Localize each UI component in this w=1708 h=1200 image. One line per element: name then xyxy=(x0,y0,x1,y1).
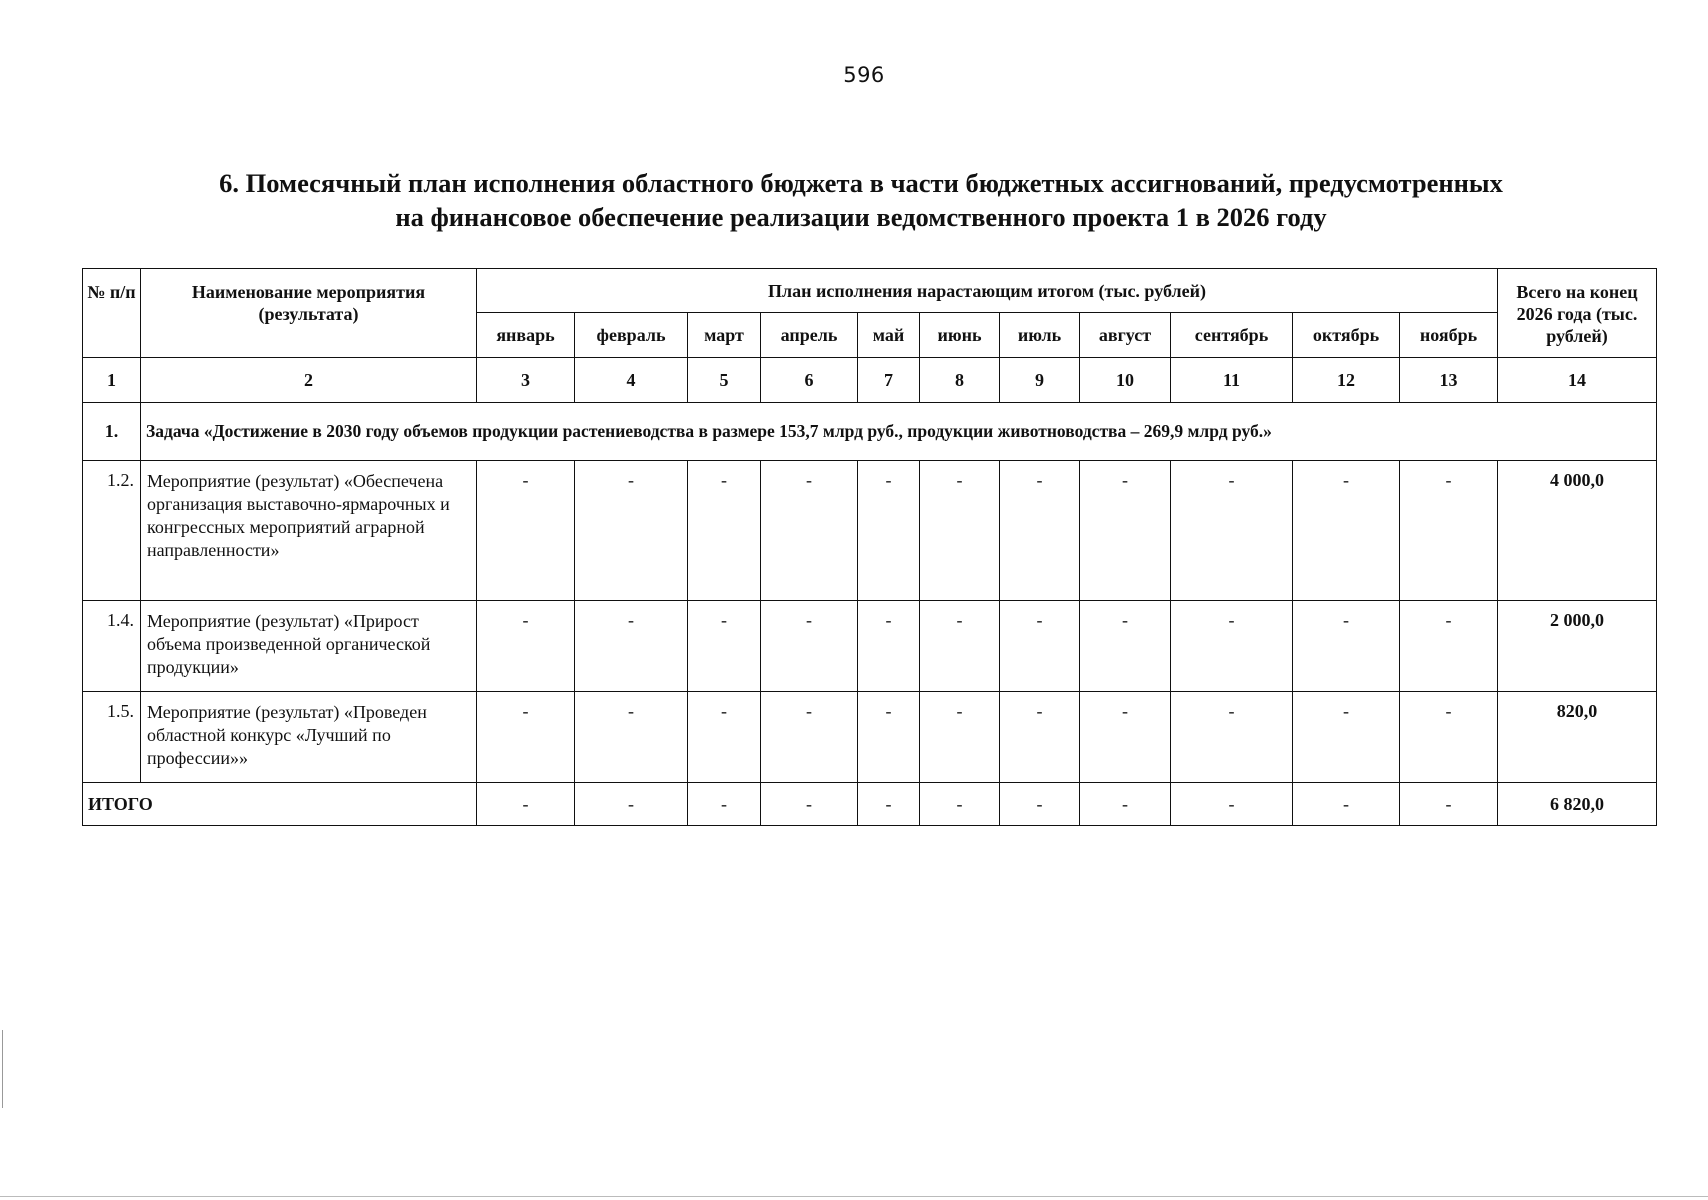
month-header: январь xyxy=(477,313,575,358)
month-value: - xyxy=(575,461,688,601)
column-number: 2 xyxy=(141,358,477,403)
column-number: 4 xyxy=(575,358,688,403)
month-value: - xyxy=(688,692,761,783)
itogo-month-value: - xyxy=(1080,783,1171,826)
month-value: - xyxy=(688,461,761,601)
month-value: - xyxy=(1080,692,1171,783)
month-value: - xyxy=(688,601,761,692)
itogo-month-value: - xyxy=(1293,783,1400,826)
month-value: - xyxy=(1400,692,1498,783)
month-value: - xyxy=(1400,461,1498,601)
month-value: - xyxy=(920,461,1000,601)
column-number: 12 xyxy=(1293,358,1400,403)
column-number: 10 xyxy=(1080,358,1171,403)
month-header: июнь xyxy=(920,313,1000,358)
row-name: Мероприятие (результат) «Обеспечена организация выставочно-ярмарочных и конгрессных мероприятий аграрной направленности» xyxy=(141,461,477,601)
column-number: 7 xyxy=(858,358,920,403)
itogo-row xyxy=(83,783,1657,826)
title-line-2: на финансовое обеспечение реализации ведомственного проекта 1 в 2026 году xyxy=(395,202,1327,232)
scan-edge-mark xyxy=(2,1030,3,1108)
itogo-month-value: - xyxy=(858,783,920,826)
month-value: - xyxy=(1293,692,1400,783)
month-value: - xyxy=(1171,692,1293,783)
task-number: 1. xyxy=(83,403,141,461)
row-name: Мероприятие (результат) «Прирост объема произведенной органической продукции» xyxy=(141,601,477,692)
task-row xyxy=(83,403,1657,461)
column-number: 3 xyxy=(477,358,575,403)
month-value: - xyxy=(1000,461,1080,601)
header-plan: План исполнения нарастающим итогом (тыс. рублей) xyxy=(477,269,1498,313)
month-header: май xyxy=(858,313,920,358)
row-number: 1.2. xyxy=(83,461,141,601)
month-value: - xyxy=(575,692,688,783)
itogo-total: 6 820,0 xyxy=(1498,783,1657,826)
month-value: - xyxy=(477,461,575,601)
month-value: - xyxy=(1080,461,1171,601)
month-value: - xyxy=(1000,601,1080,692)
month-value: - xyxy=(920,692,1000,783)
month-value: - xyxy=(1171,461,1293,601)
month-value: - xyxy=(858,461,920,601)
month-header: сентябрь xyxy=(1171,313,1293,358)
month-value: - xyxy=(477,601,575,692)
month-header: ноябрь xyxy=(1400,313,1498,358)
row-total: 2 000,0 xyxy=(1498,601,1657,692)
itogo-month-value: - xyxy=(1000,783,1080,826)
month-header: август xyxy=(1080,313,1171,358)
column-number: 13 xyxy=(1400,358,1498,403)
month-value: - xyxy=(1000,692,1080,783)
month-value: - xyxy=(1080,601,1171,692)
month-header: февраль xyxy=(575,313,688,358)
row-total: 4 000,0 xyxy=(1498,461,1657,601)
column-number: 11 xyxy=(1171,358,1293,403)
itogo-month-value: - xyxy=(761,783,858,826)
header-name: Наименование мероприятия (результата) xyxy=(141,269,477,358)
table-row xyxy=(83,692,1657,783)
row-number: 1.4. xyxy=(83,601,141,692)
month-value: - xyxy=(761,601,858,692)
month-header: октябрь xyxy=(1293,313,1400,358)
itogo-month-value: - xyxy=(920,783,1000,826)
scan-bottom-edge xyxy=(0,1196,1708,1197)
table-row xyxy=(83,601,1657,692)
header-num: № п/п xyxy=(83,269,141,358)
month-value: - xyxy=(477,692,575,783)
month-value: - xyxy=(858,692,920,783)
month-header: апрель xyxy=(761,313,858,358)
page-title xyxy=(0,166,1708,234)
column-number: 6 xyxy=(761,358,858,403)
month-value: - xyxy=(1171,601,1293,692)
row-number: 1.5. xyxy=(83,692,141,783)
month-header: июль xyxy=(1000,313,1080,358)
month-header: март xyxy=(688,313,761,358)
page-number: 596 xyxy=(843,63,885,87)
column-number: 1 xyxy=(83,358,141,403)
itogo-label: ИТОГО xyxy=(83,783,477,826)
itogo-month-value: - xyxy=(477,783,575,826)
row-name: Мероприятие (результат) «Проведен областной конкурс «Лучший по профессии»» xyxy=(141,692,477,783)
itogo-month-value: - xyxy=(1171,783,1293,826)
column-number: 5 xyxy=(688,358,761,403)
row-total: 820,0 xyxy=(1498,692,1657,783)
task-text: Задача «Достижение в 2030 году объемов продукции растениеводства в размере 153,7 млрд руб., продукции животноводства – 269,9 млрд руб.» xyxy=(141,403,1657,461)
table-row xyxy=(83,461,1657,601)
itogo-month-value: - xyxy=(1400,783,1498,826)
header-total: Всего на конец 2026 года (тыс. рублей) xyxy=(1498,269,1657,358)
month-value: - xyxy=(858,601,920,692)
header-row xyxy=(83,269,1657,313)
month-value: - xyxy=(575,601,688,692)
month-value: - xyxy=(761,461,858,601)
month-value: - xyxy=(1293,461,1400,601)
column-number-row xyxy=(83,358,1657,403)
budget-plan-table xyxy=(82,268,1657,826)
column-number: 14 xyxy=(1498,358,1657,403)
month-value: - xyxy=(1400,601,1498,692)
month-value: - xyxy=(761,692,858,783)
month-value: - xyxy=(920,601,1000,692)
itogo-month-value: - xyxy=(575,783,688,826)
title-line-1: 6. Помесячный план исполнения областного бюджета в части бюджетных ассигнований, предусмотренных xyxy=(219,168,1503,198)
month-value: - xyxy=(1293,601,1400,692)
itogo-month-value: - xyxy=(688,783,761,826)
column-number: 9 xyxy=(1000,358,1080,403)
column-number: 8 xyxy=(920,358,1000,403)
